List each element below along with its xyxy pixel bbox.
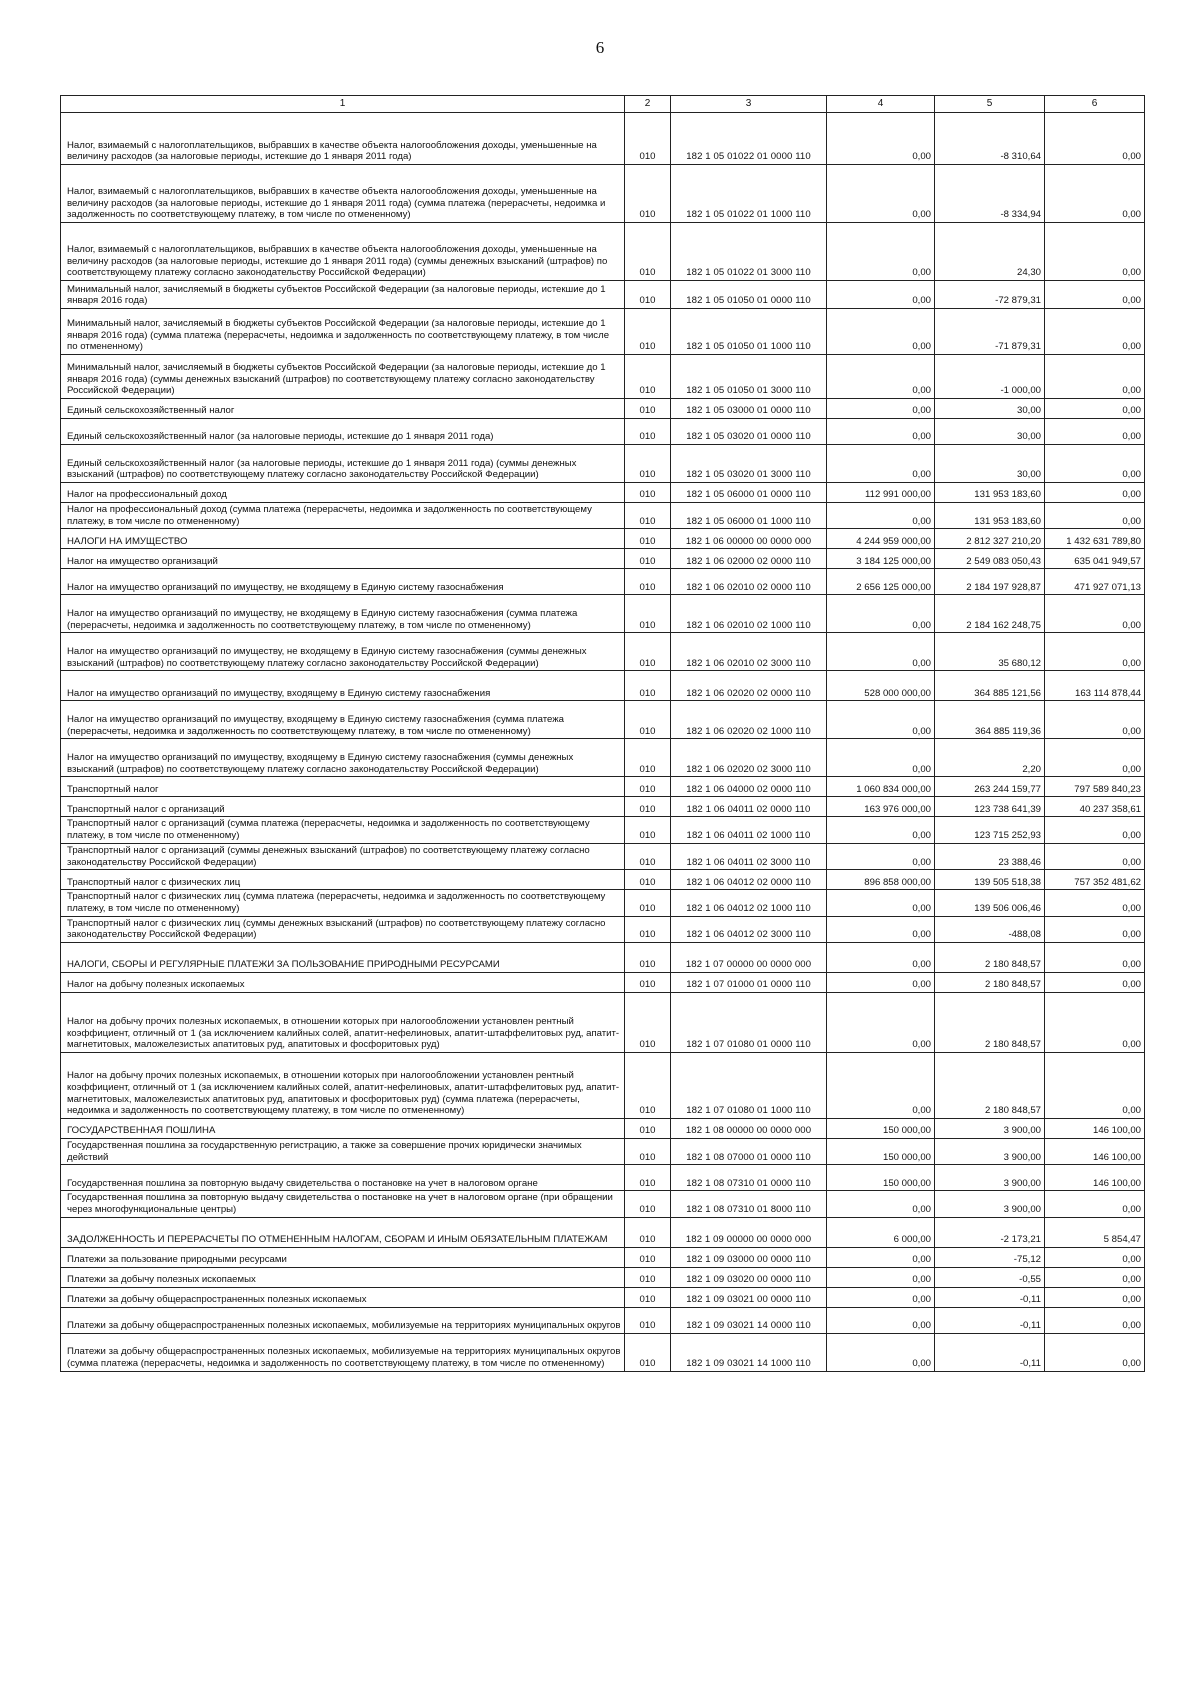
row-executed: 2 184 162 248,75: [935, 595, 1045, 633]
row-code: 010: [625, 529, 671, 549]
row-kbk: 182 1 07 01080 01 1000 110: [671, 1053, 827, 1119]
row-remaining: 0,00: [1045, 223, 1145, 281]
table-row: [61, 890, 1145, 916]
table-row: [61, 309, 1145, 355]
row-executed: 364 885 119,36: [935, 701, 1045, 739]
row-code: 010: [625, 1333, 671, 1371]
row-executed: 2 812 327 210,20: [935, 529, 1045, 549]
row-kbk: 182 1 06 04012 02 1000 110: [671, 890, 827, 916]
table-row: [61, 739, 1145, 777]
row-remaining: 0,00: [1045, 817, 1145, 843]
row-name: Налог на имущество организаций по имуществу, входящему в Единую систему газоснабжения (суммы денежных взысканий (штрафов) по соответствующему платежу согласно законодательству Российской Федерации): [61, 739, 625, 777]
row-kbk: 182 1 05 01022 01 3000 110: [671, 223, 827, 281]
row-executed: -0,11: [935, 1307, 1045, 1333]
row-executed: 30,00: [935, 445, 1045, 483]
row-executed: 35 680,12: [935, 633, 1045, 671]
row-plan: 0,00: [827, 595, 935, 633]
row-name: Единый сельскохозяйственный налог: [61, 399, 625, 419]
row-name: Транспортный налог с физических лиц: [61, 870, 625, 890]
row-executed: -0,11: [935, 1287, 1045, 1307]
row-remaining: 0,00: [1045, 1333, 1145, 1371]
row-executed: 23 388,46: [935, 843, 1045, 869]
table-row: [61, 503, 1145, 529]
row-remaining: 0,00: [1045, 483, 1145, 503]
row-plan: 0,00: [827, 223, 935, 281]
row-name: Государственная пошлина за повторную выдачу свидетельства о постановке на учет в налоговом органе: [61, 1165, 625, 1191]
row-executed: 3 900,00: [935, 1191, 1045, 1217]
table-row: [61, 1333, 1145, 1371]
row-remaining: 163 114 878,44: [1045, 671, 1145, 701]
row-code: 010: [625, 503, 671, 529]
row-plan: 150 000,00: [827, 1165, 935, 1191]
row-code: 010: [625, 1287, 671, 1307]
table-row: [61, 1165, 1145, 1191]
row-kbk: 182 1 05 01022 01 1000 110: [671, 165, 827, 223]
table-row: [61, 1267, 1145, 1287]
row-code: 010: [625, 671, 671, 701]
row-remaining: 0,00: [1045, 890, 1145, 916]
row-plan: 0,00: [827, 993, 935, 1053]
row-kbk: 182 1 06 02000 02 0000 110: [671, 549, 827, 569]
table-row: [61, 595, 1145, 633]
row-plan: 0,00: [827, 1267, 935, 1287]
row-kbk: 182 1 07 01000 01 0000 110: [671, 973, 827, 993]
row-remaining: 0,00: [1045, 973, 1145, 993]
row-kbk: 182 1 09 03021 00 0000 110: [671, 1287, 827, 1307]
table-row: [61, 529, 1145, 549]
row-executed: -0,11: [935, 1333, 1045, 1371]
row-kbk: 182 1 06 04012 02 3000 110: [671, 916, 827, 942]
row-kbk: 182 1 05 01022 01 0000 110: [671, 113, 827, 165]
row-remaining: 0,00: [1045, 355, 1145, 399]
row-plan: 0,00: [827, 503, 935, 529]
row-remaining: 0,00: [1045, 503, 1145, 529]
row-remaining: 0,00: [1045, 445, 1145, 483]
row-code: 010: [625, 943, 671, 973]
row-code: 010: [625, 549, 671, 569]
row-remaining: 146 100,00: [1045, 1165, 1145, 1191]
row-code: 010: [625, 223, 671, 281]
row-name: Платежи за добычу общераспространенных полезных ископаемых: [61, 1287, 625, 1307]
row-executed: 131 953 183,60: [935, 483, 1045, 503]
row-name: Платежи за добычу общераспространенных полезных ископаемых, мобилизуемые на территориях муниципальных округов: [61, 1307, 625, 1333]
row-remaining: 0,00: [1045, 1247, 1145, 1267]
row-remaining: 0,00: [1045, 633, 1145, 671]
row-remaining: 0,00: [1045, 701, 1145, 739]
column-header-1: 1: [61, 96, 625, 113]
row-executed: 2 549 083 050,43: [935, 549, 1045, 569]
row-name: Транспортный налог с организаций: [61, 797, 625, 817]
row-kbk: 182 1 08 00000 00 0000 000: [671, 1119, 827, 1139]
row-code: 010: [625, 916, 671, 942]
row-plan: 0,00: [827, 1191, 935, 1217]
row-name: Транспортный налог с организаций (сумма платежа (перерасчеты, недоимка и задолженность по соответствующему платежу, в том числе по отмененному): [61, 817, 625, 843]
row-remaining: 797 589 840,23: [1045, 777, 1145, 797]
row-code: 010: [625, 817, 671, 843]
row-remaining: 0,00: [1045, 1307, 1145, 1333]
row-plan: 0,00: [827, 281, 935, 309]
table-row: [61, 165, 1145, 223]
table-row: [61, 843, 1145, 869]
row-name: Транспортный налог: [61, 777, 625, 797]
table-row: [61, 671, 1145, 701]
row-kbk: 182 1 05 03000 01 0000 110: [671, 399, 827, 419]
row-name: ЗАДОЛЖЕННОСТЬ И ПЕРЕРАСЧЕТЫ ПО ОТМЕНЕННЫМ НАЛОГАМ, СБОРАМ И ИНЫМ ОБЯЗАТЕЛЬНЫМ ПЛАТЕЖАМ: [61, 1217, 625, 1247]
row-executed: -0,55: [935, 1267, 1045, 1287]
row-remaining: 0,00: [1045, 309, 1145, 355]
row-plan: 1 060 834 000,00: [827, 777, 935, 797]
budget-income-table: [60, 95, 1145, 1372]
table-row: [61, 549, 1145, 569]
row-kbk: 182 1 06 02010 02 1000 110: [671, 595, 827, 633]
row-remaining: 146 100,00: [1045, 1139, 1145, 1165]
row-code: 010: [625, 595, 671, 633]
row-remaining: 5 854,47: [1045, 1217, 1145, 1247]
row-executed: -72 879,31: [935, 281, 1045, 309]
table-row: [61, 1217, 1145, 1247]
row-remaining: 0,00: [1045, 1053, 1145, 1119]
row-name: Налог на имущество организаций по имуществу, не входящему в Единую систему газоснабжения (суммы денежных взысканий (штрафов) по соответствующему платежу согласно законодательству Российской Федерации): [61, 633, 625, 671]
row-remaining: 0,00: [1045, 595, 1145, 633]
row-executed: 131 953 183,60: [935, 503, 1045, 529]
row-name: Налог на имущество организаций по имуществу, не входящему в Единую систему газоснабжения (сумма платежа (перерасчеты, недоимка и задолженность по соответствующему платежу, в том числе по отмененному): [61, 595, 625, 633]
row-plan: 150 000,00: [827, 1119, 935, 1139]
row-executed: 2 180 848,57: [935, 973, 1045, 993]
row-code: 010: [625, 1247, 671, 1267]
table-row: [61, 777, 1145, 797]
row-name: Минимальный налог, зачисляемый в бюджеты субъектов Российской Федерации (за налоговые периоды, истекшие до 1 января 2016 года) (суммы денежных взысканий (штрафов) по соответствующему платежу согласно законодательству Российской Федерации): [61, 355, 625, 399]
row-executed: 24,30: [935, 223, 1045, 281]
row-kbk: 182 1 06 04011 02 1000 110: [671, 817, 827, 843]
row-code: 010: [625, 1053, 671, 1119]
row-kbk: 182 1 05 03020 01 3000 110: [671, 445, 827, 483]
table-row: [61, 817, 1145, 843]
table-row: [61, 943, 1145, 973]
row-plan: 0,00: [827, 739, 935, 777]
table-row: [61, 355, 1145, 399]
row-executed: 3 900,00: [935, 1165, 1045, 1191]
row-code: 010: [625, 739, 671, 777]
row-code: 010: [625, 890, 671, 916]
row-executed: 2 180 848,57: [935, 943, 1045, 973]
row-code: 010: [625, 1307, 671, 1333]
row-remaining: 1 432 631 789,80: [1045, 529, 1145, 549]
row-name: Налог на имущество организаций по имуществу, входящему в Единую систему газоснабжения: [61, 671, 625, 701]
table-row: [61, 445, 1145, 483]
row-code: 010: [625, 113, 671, 165]
row-kbk: 182 1 07 00000 00 0000 000: [671, 943, 827, 973]
row-executed: 123 738 641,39: [935, 797, 1045, 817]
row-executed: 30,00: [935, 419, 1045, 445]
row-remaining: 0,00: [1045, 993, 1145, 1053]
row-plan: 4 244 959 000,00: [827, 529, 935, 549]
row-remaining: 40 237 358,61: [1045, 797, 1145, 817]
row-executed: 364 885 121,56: [935, 671, 1045, 701]
row-plan: 2 656 125 000,00: [827, 569, 935, 595]
row-remaining: 0,00: [1045, 916, 1145, 942]
row-kbk: 182 1 09 03020 00 0000 110: [671, 1267, 827, 1287]
row-plan: 0,00: [827, 165, 935, 223]
row-kbk: 182 1 07 01080 01 0000 110: [671, 993, 827, 1053]
row-name: Государственная пошлина за государственную регистрацию, а также за совершение прочих юридически значимых действий: [61, 1139, 625, 1165]
row-remaining: 0,00: [1045, 281, 1145, 309]
row-kbk: 182 1 06 02020 02 0000 110: [671, 671, 827, 701]
table-row: [61, 419, 1145, 445]
row-executed: -1 000,00: [935, 355, 1045, 399]
row-kbk: 182 1 06 00000 00 0000 000: [671, 529, 827, 549]
row-remaining: 0,00: [1045, 1287, 1145, 1307]
row-kbk: 182 1 06 04012 02 0000 110: [671, 870, 827, 890]
row-code: 010: [625, 281, 671, 309]
row-plan: 896 858 000,00: [827, 870, 935, 890]
row-executed: 139 506 006,46: [935, 890, 1045, 916]
row-name: Налог на профессиональный доход (сумма платежа (перерасчеты, недоимка и задолженность по соответствующему платежу, в том числе по отмененному): [61, 503, 625, 529]
row-name: Платежи за пользование природными ресурсами: [61, 1247, 625, 1267]
row-kbk: 182 1 09 03000 00 0000 110: [671, 1247, 827, 1267]
table-row: [61, 1191, 1145, 1217]
table-row: [61, 569, 1145, 595]
row-kbk: 182 1 05 06000 01 0000 110: [671, 483, 827, 503]
row-plan: 0,00: [827, 309, 935, 355]
page-number: 6: [595, 38, 605, 57]
row-code: 010: [625, 419, 671, 445]
row-name: Налог на добычу прочих полезных ископаемых, в отношении которых при налогообложении установлен рентный коэффициент, отличный от 1 (за исключением калийных солей, апатит-нефелиновых, апатит-штаффелитовых руд, апатит-магнетитовых, маложелезистых апатитовых руд, апатитовых и фосфоритовых руд): [61, 993, 625, 1053]
row-remaining: 471 927 071,13: [1045, 569, 1145, 595]
row-plan: 6 000,00: [827, 1217, 935, 1247]
row-name: Налог, взимаемый с налогоплательщиков, выбравших в качестве объекта налогообложения доходы, уменьшенные на величину расходов (за налоговые периоды, истекшие до 1 января 2011 года) (сумма платежа (перерасчеты, недоимка и задолженность по соответствующему платежу, в том числе по отмененному): [61, 165, 625, 223]
row-remaining: 0,00: [1045, 399, 1145, 419]
row-executed: -2 173,21: [935, 1217, 1045, 1247]
row-name: Минимальный налог, зачисляемый в бюджеты субъектов Российской Федерации (за налоговые периоды, истекшие до 1 января 2016 года) (сумма платежа (перерасчеты, недоимка и задолженность по соответствующему платежу, в том числе по отмененному): [61, 309, 625, 355]
row-name: Налог, взимаемый с налогоплательщиков, выбравших в качестве объекта налогообложения доходы, уменьшенные на величину расходов (за налоговые периоды, истекшие до 1 января 2011 года) (суммы денежных взысканий (штрафов) по соответствующему платежу согласно законодательству Российской Федерации): [61, 223, 625, 281]
row-name: Государственная пошлина за повторную выдачу свидетельства о постановке на учет в налоговом органе (при обращении через многофункциональные центры): [61, 1191, 625, 1217]
row-executed: 3 900,00: [935, 1119, 1045, 1139]
row-plan: 0,00: [827, 445, 935, 483]
row-kbk: 182 1 09 03021 14 0000 110: [671, 1307, 827, 1333]
row-executed: 3 900,00: [935, 1139, 1045, 1165]
table-row: [61, 1119, 1145, 1139]
row-code: 010: [625, 777, 671, 797]
row-name: Платежи за добычу общераспространенных полезных ископаемых, мобилизуемые на территориях муниципальных округов (сумма платежа (перерасчеты, недоимка и задолженность по соответствующему платежу, в том числе по отмененному): [61, 1333, 625, 1371]
row-executed: -75,12: [935, 1247, 1045, 1267]
row-name: Налог на профессиональный доход: [61, 483, 625, 503]
row-executed: 30,00: [935, 399, 1045, 419]
row-remaining: 0,00: [1045, 943, 1145, 973]
column-header-5: 5: [935, 96, 1045, 113]
row-plan: 0,00: [827, 355, 935, 399]
row-kbk: 182 1 06 02010 02 0000 110: [671, 569, 827, 595]
row-code: 010: [625, 843, 671, 869]
table-row: [61, 797, 1145, 817]
row-plan: 163 976 000,00: [827, 797, 935, 817]
row-kbk: 182 1 08 07310 01 8000 110: [671, 1191, 827, 1217]
row-remaining: 0,00: [1045, 739, 1145, 777]
row-name: Налог, взимаемый с налогоплательщиков, выбравших в качестве объекта налогообложения доходы, уменьшенные на величину расходов (за налоговые периоды, истекшие до 1 января 2011 года): [61, 113, 625, 165]
row-code: 010: [625, 633, 671, 671]
row-name: НАЛОГИ НА ИМУЩЕСТВО: [61, 529, 625, 549]
row-executed: 2 180 848,57: [935, 1053, 1045, 1119]
table-row: [61, 113, 1145, 165]
row-plan: 0,00: [827, 399, 935, 419]
column-header-2: 2: [625, 96, 671, 113]
row-plan: 0,00: [827, 1247, 935, 1267]
table-row: [61, 870, 1145, 890]
row-kbk: 182 1 06 02020 02 1000 110: [671, 701, 827, 739]
row-name: Налог на добычу прочих полезных ископаемых, в отношении которых при налогообложении установлен рентный коэффициент, отличный от 1 (за исключением калийных солей, апатит-нефелиновых, апатит-штаффелитовых руд, апатит-магнетитовых, маложелезистых апатитовых руд, апатитовых и фосфоритовых руд) (сумма платежа (перерасчеты, недоимка и задолженность по соответствующему платежу, в том числе по отмененному): [61, 1053, 625, 1119]
row-executed: -71 879,31: [935, 309, 1045, 355]
row-plan: 0,00: [827, 1333, 935, 1371]
table-row: [61, 633, 1145, 671]
row-remaining: 0,00: [1045, 1191, 1145, 1217]
row-name: Минимальный налог, зачисляемый в бюджеты субъектов Российской Федерации (за налоговые периоды, истекшие до 1 января 2016 года): [61, 281, 625, 309]
table-row: [61, 399, 1145, 419]
row-kbk: 182 1 08 07000 01 0000 110: [671, 1139, 827, 1165]
row-code: 010: [625, 1217, 671, 1247]
row-kbk: 182 1 06 04011 02 3000 110: [671, 843, 827, 869]
row-name: Налог на имущество организаций по имуществу, не входящему в Единую систему газоснабжения: [61, 569, 625, 595]
row-remaining: 146 100,00: [1045, 1119, 1145, 1139]
row-code: 010: [625, 165, 671, 223]
row-kbk: 182 1 09 00000 00 0000 000: [671, 1217, 827, 1247]
row-name: НАЛОГИ, СБОРЫ И РЕГУЛЯРНЫЕ ПЛАТЕЖИ ЗА ПОЛЬЗОВАНИЕ ПРИРОДНЫМИ РЕСУРСАМИ: [61, 943, 625, 973]
row-code: 010: [625, 1139, 671, 1165]
row-plan: 0,00: [827, 701, 935, 739]
table-row: [61, 973, 1145, 993]
row-kbk: 182 1 05 01050 01 1000 110: [671, 309, 827, 355]
table-row: [61, 1247, 1145, 1267]
table-row: [61, 1139, 1145, 1165]
table-row: [61, 223, 1145, 281]
table-row: [61, 1307, 1145, 1333]
row-remaining: 0,00: [1045, 165, 1145, 223]
row-kbk: 182 1 05 01050 01 0000 110: [671, 281, 827, 309]
row-kbk: 182 1 06 02020 02 3000 110: [671, 739, 827, 777]
row-code: 010: [625, 870, 671, 890]
row-plan: 112 991 000,00: [827, 483, 935, 503]
row-code: 010: [625, 399, 671, 419]
row-plan: 0,00: [827, 113, 935, 165]
row-plan: 0,00: [827, 843, 935, 869]
column-header-4: 4: [827, 96, 935, 113]
row-remaining: 757 352 481,62: [1045, 870, 1145, 890]
table-row: [61, 916, 1145, 942]
row-plan: 3 184 125 000,00: [827, 549, 935, 569]
row-executed: 2,20: [935, 739, 1045, 777]
row-name: Транспортный налог с организаций (суммы денежных взысканий (штрафов) по соответствующему платежу согласно законодательству Российской Федерации): [61, 843, 625, 869]
row-code: 010: [625, 1119, 671, 1139]
row-code: 010: [625, 445, 671, 483]
row-name: Налог на имущество организаций: [61, 549, 625, 569]
row-executed: 263 244 159,77: [935, 777, 1045, 797]
row-kbk: 182 1 06 02010 02 3000 110: [671, 633, 827, 671]
row-kbk: 182 1 08 07310 01 0000 110: [671, 1165, 827, 1191]
row-executed: -8 310,64: [935, 113, 1045, 165]
row-remaining: 0,00: [1045, 419, 1145, 445]
row-code: 010: [625, 483, 671, 503]
row-executed: 123 715 252,93: [935, 817, 1045, 843]
row-plan: 150 000,00: [827, 1139, 935, 1165]
row-kbk: 182 1 05 01050 01 3000 110: [671, 355, 827, 399]
row-name: Платежи за добычу полезных ископаемых: [61, 1267, 625, 1287]
table-body: [61, 113, 1145, 1372]
row-plan: 0,00: [827, 633, 935, 671]
row-plan: 0,00: [827, 890, 935, 916]
row-kbk: 182 1 09 03021 14 1000 110: [671, 1333, 827, 1371]
row-code: 010: [625, 309, 671, 355]
row-plan: 0,00: [827, 973, 935, 993]
row-name: ГОСУДАРСТВЕННАЯ ПОШЛИНА: [61, 1119, 625, 1139]
row-name: Транспортный налог с физических лиц (суммы денежных взысканий (штрафов) по соответствующему платежу согласно законодательству Российской Федерации): [61, 916, 625, 942]
row-name: Единый сельскохозяйственный налог (за налоговые периоды, истекшие до 1 января 2011 года) (суммы денежных взысканий (штрафов) по соответствующему платежу согласно законодательству Российской Федерации): [61, 445, 625, 483]
row-code: 010: [625, 569, 671, 595]
column-header-6: 6: [1045, 96, 1145, 113]
row-plan: 0,00: [827, 419, 935, 445]
row-executed: 2 180 848,57: [935, 993, 1045, 1053]
column-header-3: 3: [671, 96, 827, 113]
row-kbk: 182 1 05 06000 01 1000 110: [671, 503, 827, 529]
table-row: [61, 993, 1145, 1053]
table-row: [61, 281, 1145, 309]
row-code: 010: [625, 355, 671, 399]
row-name: Налог на имущество организаций по имуществу, входящему в Единую систему газоснабжения (сумма платежа (перерасчеты, недоимка и задолженность по соответствующему платежу, в том числе по отмененному): [61, 701, 625, 739]
row-kbk: 182 1 06 04011 02 0000 110: [671, 797, 827, 817]
row-code: 010: [625, 1165, 671, 1191]
row-remaining: 0,00: [1045, 843, 1145, 869]
row-code: 010: [625, 993, 671, 1053]
table-row: [61, 701, 1145, 739]
row-remaining: 0,00: [1045, 113, 1145, 165]
table-row: [61, 1053, 1145, 1119]
row-executed: -488,08: [935, 916, 1045, 942]
row-kbk: 182 1 05 03020 01 0000 110: [671, 419, 827, 445]
row-executed: 2 184 197 928,87: [935, 569, 1045, 595]
row-name: Единый сельскохозяйственный налог (за налоговые периоды, истекшие до 1 января 2011 года): [61, 419, 625, 445]
row-kbk: 182 1 06 04000 02 0000 110: [671, 777, 827, 797]
row-name: Транспортный налог с физических лиц (сумма платежа (перерасчеты, недоимка и задолженность по соответствующему платежу, в том числе по отмененному): [61, 890, 625, 916]
row-plan: 528 000 000,00: [827, 671, 935, 701]
row-executed: -8 334,94: [935, 165, 1045, 223]
row-executed: 139 505 518,38: [935, 870, 1045, 890]
row-plan: 0,00: [827, 916, 935, 942]
table-header-row: [61, 96, 1145, 113]
row-code: 010: [625, 701, 671, 739]
row-plan: 0,00: [827, 1307, 935, 1333]
row-plan: 0,00: [827, 817, 935, 843]
row-code: 010: [625, 1267, 671, 1287]
row-code: 010: [625, 1191, 671, 1217]
row-plan: 0,00: [827, 1287, 935, 1307]
row-plan: 0,00: [827, 943, 935, 973]
row-code: 010: [625, 797, 671, 817]
row-code: 010: [625, 973, 671, 993]
row-remaining: 0,00: [1045, 1267, 1145, 1287]
table-row: [61, 483, 1145, 503]
row-plan: 0,00: [827, 1053, 935, 1119]
table-row: [61, 1287, 1145, 1307]
row-remaining: 635 041 949,57: [1045, 549, 1145, 569]
row-name: Налог на добычу полезных ископаемых: [61, 973, 625, 993]
